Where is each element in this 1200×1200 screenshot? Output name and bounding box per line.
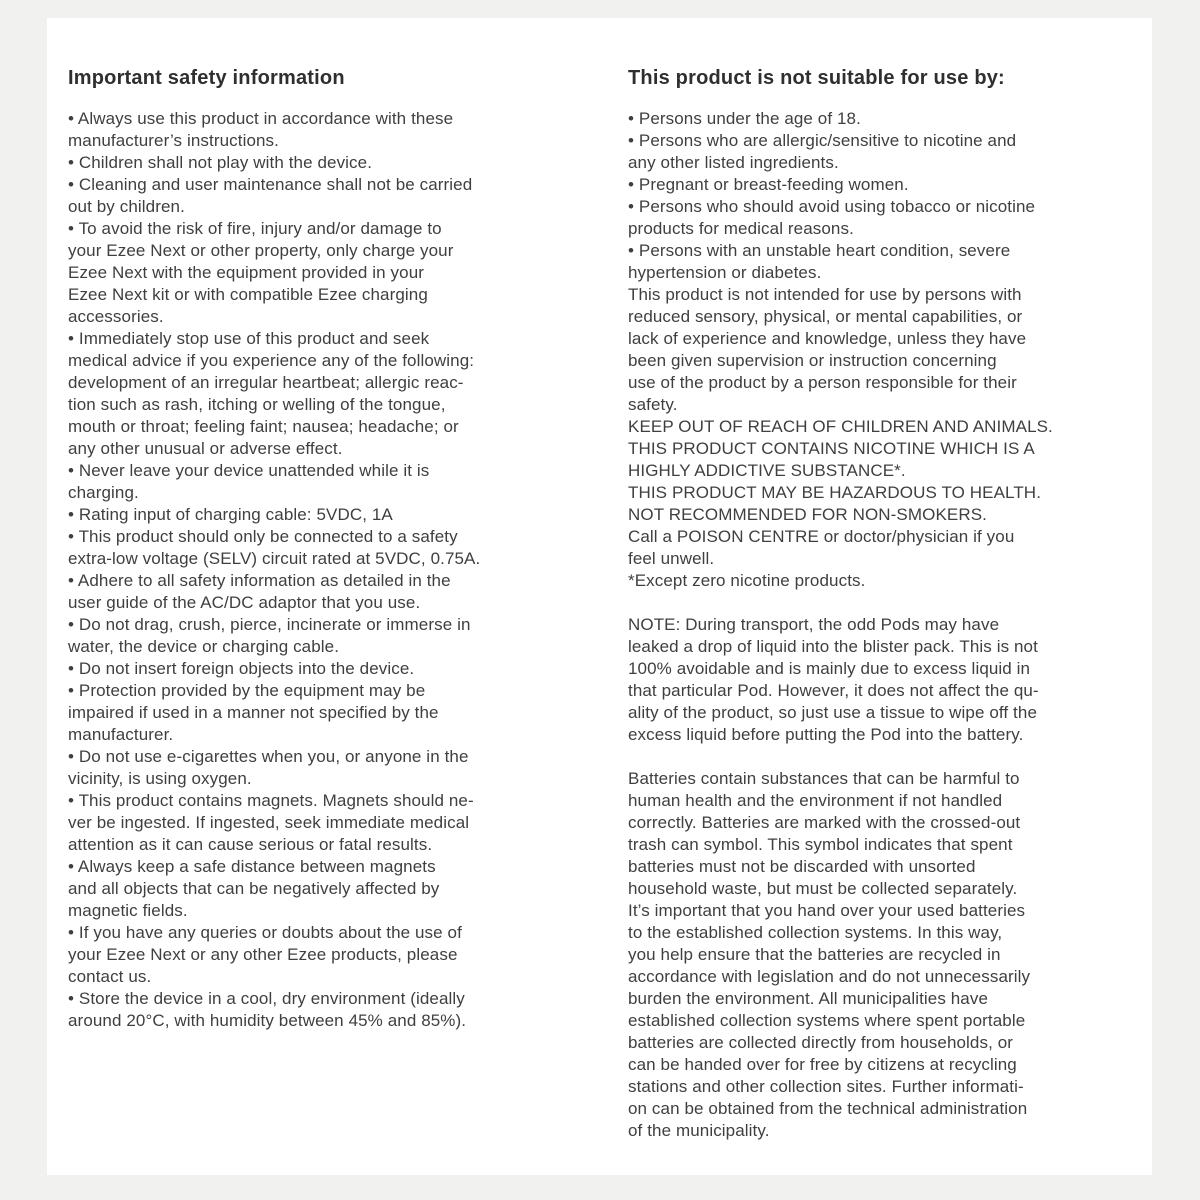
text-line: of the municipality. (628, 1121, 770, 1140)
text-line: medical advice if you experience any of the following: (68, 351, 475, 370)
text-line: • Immediately stop use of this product and seek (68, 329, 430, 348)
text-line: Ezee Next kit or with compatible Ezee charging (68, 285, 428, 304)
text-line: *Except zero nicotine products. (628, 571, 866, 590)
text-line: • Rating input of charging cable: 5VDC, 1A (68, 505, 393, 524)
left-column (68, 67, 608, 1032)
text-line: NOTE: During transport, the odd Pods may have (628, 615, 1000, 634)
text-line: THIS PRODUCT CONTAINS NICOTINE WHICH IS A (628, 439, 1035, 458)
text-line: hypertension or diabetes. (628, 263, 822, 282)
text-line: stations and other collection sites. Further informati- (628, 1077, 1024, 1096)
text-line: magnetic fields. (68, 901, 188, 920)
text-line: trash can symbol. This symbol indicates that spent (628, 835, 1013, 854)
text-line: contact us. (68, 967, 152, 986)
text-line: around 20°C, with humidity between 45% and 85%). (68, 1011, 467, 1030)
text-line: charging. (68, 483, 139, 502)
text-line: • Never leave your device unattended while it is (68, 461, 430, 480)
text-line: out by children. (68, 197, 185, 216)
text-line: Ezee Next with the equipment provided in your (68, 263, 425, 282)
text-line: extra-low voltage (SELV) circuit rated at 5VDC, 0.75A. (68, 549, 481, 568)
text-line: safety. (628, 395, 678, 414)
text-line: burden the environment. All municipalities have (628, 989, 989, 1008)
text-line: • Do not insert foreign objects into the device. (68, 659, 415, 678)
text-line: manufacturer’s instructions. (68, 131, 279, 150)
text-line: reduced sensory, physical, or mental capabilities, or (628, 307, 1023, 326)
text-line: use of the product by a person responsible for their (628, 373, 1017, 392)
text-line: • Persons under the age of 18. (628, 109, 861, 128)
text-line (628, 746, 1138, 768)
text-line: Call a POISON CENTRE or doctor/physician if you (628, 527, 1015, 546)
text-line: This product is not intended for use by persons with (628, 285, 1022, 304)
text-line: leaked a drop of liquid into the blister pack. This is not (628, 637, 1038, 656)
text-line: and all objects that can be negatively affected by (68, 879, 440, 898)
text-line: your Ezee Next or other property, only charge your (68, 241, 454, 260)
text-line: • Children shall not play with the device. (68, 153, 373, 172)
text-line: any other listed ingredients. (628, 153, 839, 172)
text-line: • Store the device in a cool, dry environment (ideally (68, 989, 465, 1008)
suitability-warnings-text (628, 108, 1138, 1142)
text-line: • Persons who are allergic/sensitive to nicotine and (628, 131, 1017, 150)
text-line: • Protection provided by the equipment may be (68, 681, 426, 700)
text-line: HIGHLY ADDICTIVE SUBSTANCE*. (628, 461, 906, 480)
text-line: to the established collection systems. In this way, (628, 923, 1003, 942)
text-line: • To avoid the risk of fire, injury and/or damage to (68, 219, 442, 238)
text-line: vicinity, is using oxygen. (68, 769, 252, 788)
text-line: ver be ingested. If ingested, seek immediate medical (68, 813, 470, 832)
text-line: your Ezee Next or any other Ezee products, please (68, 945, 458, 964)
text-line: impaired if used in a manner not specified by the (68, 703, 439, 722)
text-line: correctly. Batteries are marked with the crossed-out (628, 813, 1021, 832)
text-line: feel unwell. (628, 549, 715, 568)
text-line: established collection systems where spent portable (628, 1011, 1026, 1030)
text-line: any other unusual or adverse effect. (68, 439, 343, 458)
text-line: development of an irregular heartbeat; allergic reac- (68, 373, 464, 392)
text-line: • Always keep a safe distance between magnets (68, 857, 436, 876)
text-line: • Persons who should avoid using tobacco or nicotine (628, 197, 1036, 216)
text-line (628, 592, 1138, 614)
text-line: manufacturer. (68, 725, 174, 744)
safety-leaflet-card (47, 18, 1152, 1175)
text-line: human health and the environment if not handled (628, 791, 1003, 810)
text-line: accessories. (68, 307, 164, 326)
text-line: been given supervision or instruction concerning (628, 351, 997, 370)
text-line: THIS PRODUCT MAY BE HAZARDOUS TO HEALTH. (628, 483, 1042, 502)
important-safety-information-heading: Important safety information (68, 67, 345, 89)
text-line: batteries are collected directly from households, or (628, 1033, 1014, 1052)
text-line: products for medical reasons. (628, 219, 854, 238)
text-line: water, the device or charging cable. (68, 637, 340, 656)
text-line: ality of the product, so just use a tissue to wipe off the (628, 703, 1037, 722)
text-line: tion such as rash, itching or welling of the tongue, (68, 395, 446, 414)
text-line: accordance with legislation and do not unnecessarily (628, 967, 1031, 986)
text-line: • If you have any queries or doubts about the use of (68, 923, 462, 942)
text-line: • Always use this product in accordance with these (68, 109, 454, 128)
text-line: • Adhere to all safety information as detailed in the (68, 571, 451, 590)
text-line: 100% avoidable and is mainly due to excess liquid in (628, 659, 1031, 678)
text-line: NOT RECOMMENDED FOR NON-SMOKERS. (628, 505, 987, 524)
text-line: • Cleaning and user maintenance shall not be carried (68, 175, 473, 194)
text-line: • Do not drag, crush, pierce, incinerate or immerse in (68, 615, 471, 634)
right-column (628, 67, 1138, 1142)
not-suitable-for-use-heading: This product is not suitable for use by: (628, 67, 1005, 89)
text-line: • Pregnant or breast-feeding women. (628, 175, 909, 194)
text-line: • Do not use e-cigarettes when you, or anyone in the (68, 747, 469, 766)
text-line: batteries must not be discarded with unsorted (628, 857, 976, 876)
text-line: can be handed over for free by citizens at recycling (628, 1055, 1017, 1074)
text-line: • This product should only be connected to a safety (68, 527, 458, 546)
text-line: • Persons with an unstable heart condition, severe (628, 241, 1011, 260)
text-line: attention as it can cause serious or fatal results. (68, 835, 433, 854)
text-line: that particular Pod. However, it does not affect the qu- (628, 681, 1039, 700)
text-line: you help ensure that the batteries are recycled in (628, 945, 1001, 964)
text-line: excess liquid before putting the Pod into the battery. (628, 725, 1024, 744)
text-line: It’s important that you hand over your used batteries (628, 901, 1026, 920)
text-line: mouth or throat; feeling faint; nausea; headache; or (68, 417, 459, 436)
text-line: KEEP OUT OF REACH OF CHILDREN AND ANIMALS. (628, 417, 1053, 436)
text-line: household waste, but must be collected separately. (628, 879, 1018, 898)
text-line: user guide of the AC/DC adaptor that you use. (68, 593, 421, 612)
text-line: • This product contains magnets. Magnets should ne- (68, 791, 474, 810)
safety-instructions-text (68, 108, 608, 1032)
text-line: Batteries contain substances that can be harmful to (628, 769, 1020, 788)
text-line: on can be obtained from the technical administration (628, 1099, 1028, 1118)
text-line: lack of experience and knowledge, unless they have (628, 329, 1027, 348)
